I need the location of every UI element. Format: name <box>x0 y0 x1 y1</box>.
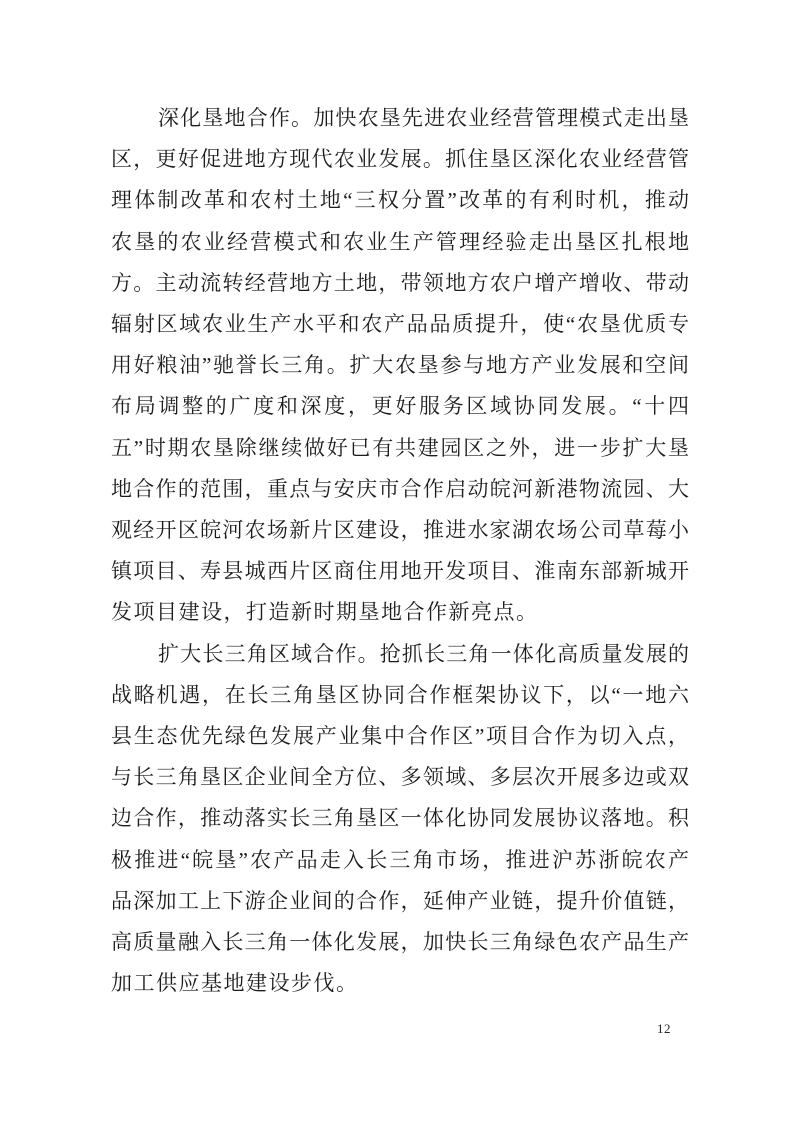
text-line: 农垦的农业经营模式和农业生产管理经验走出垦区扎根地 <box>111 229 689 254</box>
text-line: 边合作，推动落实长三角垦区一体化协同发展协议落地。积 <box>111 806 689 831</box>
text-line: 辐射区域农业生产水平和农产品品质提升，使“农垦优质专 <box>111 312 689 337</box>
text-line: 深化垦地合作。加快农垦先进农业经营管理模式走出垦 <box>158 106 689 130</box>
text-line: 县生态优先绿色发展产业集中合作区”项目合作为切入点， <box>111 724 689 749</box>
text-line: 理体制改革和农村土地“三权分置”改革的有利时机，推动 <box>111 188 689 213</box>
text-line: 镇项目、寿县城西片区商住用地开发项目、淮南东部新城开 <box>111 559 689 584</box>
text-line: 地合作的范围，重点与安庆市合作启动皖河新港物流园、大 <box>111 476 689 501</box>
text-line: 与长三角垦区企业间全方位、多领域、多层次开展多边或双 <box>111 765 689 790</box>
text-line: 发项目建设，打造新时期垦地合作新亮点。 <box>111 600 539 625</box>
text-line: 观经开区皖河农场新片区建设，推进水家湖农场公司草莓小 <box>111 518 689 543</box>
text-line: 扩大长三角区域合作。抢抓长三角一体化高质量发展的 <box>158 641 689 666</box>
document-body <box>111 98 689 1004</box>
text-line: 用好粮油”驰誉长三角。扩大农垦参与地方产业发展和空间 <box>111 353 689 378</box>
text-line: 方。主动流转经营地方土地，带领地方农户增产增收、带动 <box>111 270 689 295</box>
text-line: 战略机遇，在长三角垦区协同合作框架协议下，以“一地六 <box>111 682 689 707</box>
text-line: 品深加工上下游企业间的合作，延伸产业链，提升价值链， <box>111 888 689 913</box>
paragraph <box>111 98 689 634</box>
text-line: 高质量融入长三角一体化发展，加快长三角绿色农产品生产 <box>111 930 689 955</box>
text-line: 加工供应基地建设步伐。 <box>111 971 359 996</box>
text-line: 极推进“皖垦”农产品走入长三角市场，推进沪苏浙皖农产 <box>111 847 689 872</box>
paragraph <box>111 634 689 1005</box>
text-line: 区，更好促进地方现代农业发展。抓住垦区深化农业经营管 <box>111 147 689 172</box>
text-line: 五”时期农垦除继续做好已有共建园区之外，进一步扩大垦 <box>111 435 689 460</box>
text-line: 布局调整的广度和深度，更好服务区域协同发展。“十四 <box>111 394 689 419</box>
page-number: 12 <box>657 1021 671 1036</box>
